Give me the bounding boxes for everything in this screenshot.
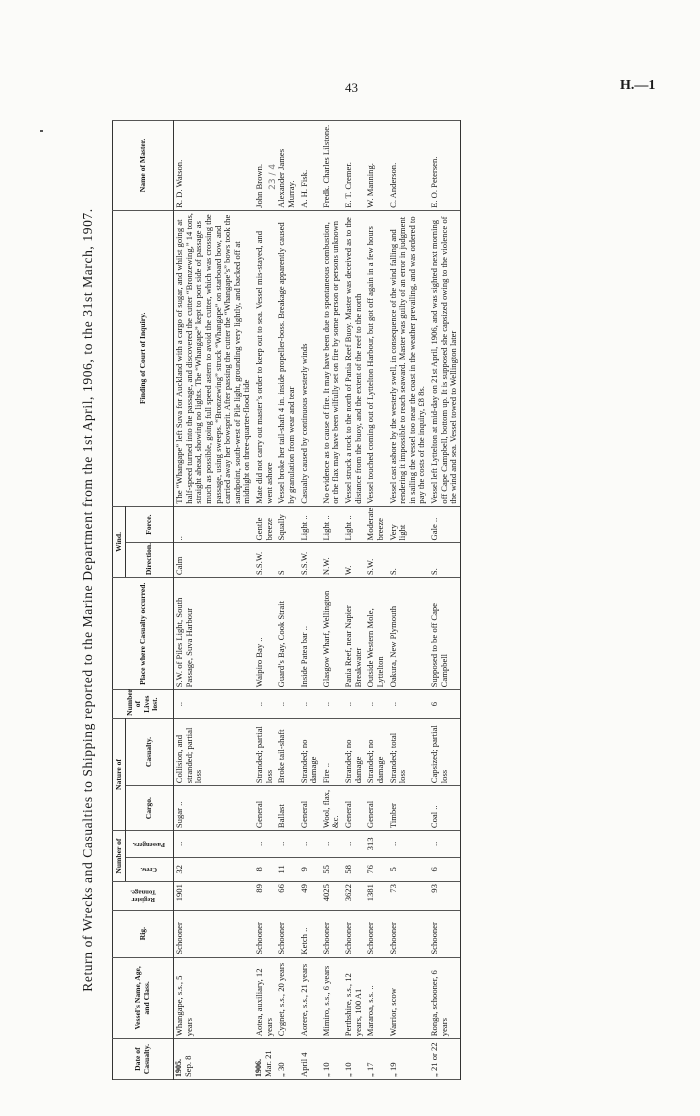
header-crew: Crew. [125, 857, 173, 881]
table-title: Return of Wrecks and Casualties to Shipping reported to the Marine Department from the 1st April, 1906, to the 31st March, 1907. [80, 208, 95, 992]
table-row [254, 121, 276, 1080]
cell-date: April 4 [298, 1039, 320, 1080]
cell-date: „ 17 [365, 1039, 387, 1080]
cell-rig: Schooner [387, 910, 429, 957]
cell-cargo: Timber [387, 786, 429, 831]
cell-vessel: Ronga, schooner, 6 years [429, 957, 461, 1039]
cell-place: Guard’s Bay, Cook Strait [276, 578, 298, 690]
cell-tonnage: 93 [429, 882, 461, 911]
cell-vessel: Cygnet, s.s., 20 years [276, 957, 298, 1039]
table-row [365, 121, 387, 1080]
cell-direction: S [276, 543, 298, 578]
cell-master: Alexander James Murray. [276, 121, 298, 211]
handwritten-annotation: 23 / 4 [267, 163, 278, 190]
cell-force: Light .. [320, 506, 342, 543]
cell-finding: Vessel cast ashore by the westerly swell, in consequence of the wind falling and rendering it impossible to reach seaward. Master was guilty of an error in judgment in sailing the vessel too near the coast in the weather prevailing, and was ordered to pay the costs of the inquiry, £8 8s. [387, 210, 429, 506]
cell-force: Light .. [343, 506, 365, 543]
table-row [173, 121, 254, 1080]
cell-vessel: Aotea, auxiliary, 12 years [254, 957, 276, 1039]
cell-vessel: Perthshire, s.s., 12 years, 100 A1 [343, 957, 365, 1039]
cell-direction: S.W. [365, 543, 387, 578]
cell-rig: Schooner [365, 910, 387, 957]
cell-rig: Schooner [320, 910, 342, 957]
cell-passengers: .. [320, 831, 342, 858]
cell-date: „ 19 [387, 1039, 429, 1080]
cell-crew: 58 [343, 857, 365, 881]
header-casualty: Casualty. [125, 718, 173, 785]
cell-place: Glasgow Wharf, Wellington [320, 578, 342, 690]
cell-direction: S.S.W. [254, 543, 276, 578]
cell-tonnage: 89 [254, 882, 276, 911]
cell-crew: 32 [173, 857, 254, 881]
cell-lives: .. [173, 690, 254, 719]
cell-force: Squally [276, 506, 298, 543]
cell-master: E. T. Cremer. [343, 121, 365, 211]
cell-finding: Mate did not carry out master’s order to keep out to sea. Vessel mis-stayed, and went ashore [254, 210, 276, 506]
cell-casualty: Stranded; no damage [298, 718, 320, 785]
header-wind: Wind. [113, 506, 126, 577]
cell-finding: Vessel touched coming out of Lyttelton Harbour, but got off again in a few hours [365, 210, 387, 506]
cell-master: C. Anderson. [387, 121, 429, 211]
cell-passengers: .. [173, 831, 254, 858]
cell-date: „ 21 or 22 [429, 1039, 461, 1080]
cell-casualty: Collision, and stranded; partial loss [173, 718, 254, 785]
cell-finding: Vessel broke her tail-shaft 4 in. inside propeller-boss. Breakage apparently caused by granulation from wear and tear [276, 210, 298, 506]
table-row [343, 121, 365, 1080]
cell-force: Moderate breeze [365, 506, 387, 543]
cell-crew: 11 [276, 857, 298, 881]
cell-master: E. O. Petersen. [429, 121, 461, 211]
cell-lives: .. [254, 690, 276, 719]
table-row [276, 121, 298, 1080]
cell-place: Outside Western Mole, Lyttelton [365, 578, 387, 690]
cell-place: Pania Reef, near Napier Breakwater [343, 578, 365, 690]
cell-rig: Ketch .. [298, 910, 320, 957]
cell-lives: .. [365, 690, 387, 719]
cell-finding: Vessel left Lyttelton at mid-day on 21st April, 1906, and was sighted next morning off Cape Campbell, bottom up. It is supposed she capsized owing to the violence of the wind and sea. Vessel towed to Wellington later [429, 210, 461, 506]
cell-passengers: .. [276, 831, 298, 858]
cell-date: 1905. Sep. 8 [173, 1039, 254, 1080]
cell-tonnage: 49 [298, 882, 320, 911]
header-date: Date of Casualty. [113, 1039, 174, 1080]
table-row [429, 121, 461, 1080]
header-vessel: Vessel's Name, Age, and Class. [113, 957, 174, 1039]
header-tonnage: Register Tonnage. [113, 882, 174, 911]
header-rig: Rig. [113, 910, 174, 957]
table-row [298, 121, 320, 1080]
cell-place: Supposed to be off Cape Campbell [429, 578, 461, 690]
header-master: Name of Master. [113, 121, 174, 211]
cell-casualty: Capsized; partial loss [429, 718, 461, 785]
cell-rig: Schooner [429, 910, 461, 957]
cell-place: Inside Patea bar .. [298, 578, 320, 690]
cell-cargo: General [254, 786, 276, 831]
cell-vessel: Whangape, s.s., 5 years [173, 957, 254, 1039]
table-row [320, 121, 342, 1080]
cell-force: Gentle breeze [254, 506, 276, 543]
cell-passengers: .. [254, 831, 276, 858]
cell-cargo: Sugar .. [173, 786, 254, 831]
cell-crew: 9 [298, 857, 320, 881]
cell-passengers: .. [429, 831, 461, 858]
cell-date: „ 30 [276, 1039, 298, 1080]
table-row [387, 121, 429, 1080]
header-nature-of: Nature of [113, 718, 126, 830]
header-cargo: Cargo. [125, 786, 173, 831]
cell-casualty: Stranded; partial loss [254, 718, 276, 785]
cell-rig: Schooner [343, 910, 365, 957]
cell-master: W. Manning. [365, 121, 387, 211]
cell-lives: .. [320, 690, 342, 719]
cell-direction: Calm [173, 543, 254, 578]
cell-master: John Brown. 23 / 4 [254, 121, 276, 211]
header-finding: Finding of Court of Inquiry. [113, 210, 174, 506]
cell-direction: S.S.W. [298, 543, 320, 578]
cell-finding: Vessel struck a rock to the north of Pania Reef Buoy. Master was deceived as to the distance from the buoy, and the extent of the reef to the north [343, 210, 365, 506]
cell-cargo: Wool, flax, &c. [320, 786, 342, 831]
cell-direction: N.W. [320, 543, 342, 578]
cell-tonnage: 1901 [173, 882, 254, 911]
cell-force: Very light [387, 506, 429, 543]
cell-force: Gale .. [429, 506, 461, 543]
cell-vessel: Mimiro, s.s., 6 years [320, 957, 342, 1039]
cell-cargo: General [343, 786, 365, 831]
cell-passengers: .. [343, 831, 365, 858]
rotated-table-block [80, 120, 690, 1080]
cell-crew: 8 [254, 857, 276, 881]
cell-vessel: Mararoa, s.s. .. [365, 957, 387, 1039]
cell-master: A. H. Fisk. [298, 121, 320, 211]
casualty-table [112, 120, 461, 1080]
cell-lives: .. [387, 690, 429, 719]
cell-casualty: Broke tail-shaft [276, 718, 298, 785]
header-passengers: Passengers. [125, 831, 173, 858]
page-number: 43 [345, 80, 358, 95]
cell-master: R. D. Watson. [173, 121, 254, 211]
cell-place: Oakura, New Plymouth [387, 578, 429, 690]
cell-direction: S. [387, 543, 429, 578]
cell-crew: 6 [429, 857, 461, 881]
cell-force: Light .. [298, 506, 320, 543]
header-place: Place where Casualty occurred. [113, 578, 174, 690]
cell-lives: .. [343, 690, 365, 719]
cell-casualty: Stranded; total loss [387, 718, 429, 785]
cell-cargo: General [365, 786, 387, 831]
cell-vessel: Aorere, s.s., 21 years [298, 957, 320, 1039]
header-number-of: Number of [113, 831, 126, 882]
cell-tonnage: 4025 [320, 882, 342, 911]
cell-rig: Schooner [276, 910, 298, 957]
cell-master: Fredk. Charles Lilstone. [320, 121, 342, 211]
header-force: Force. [125, 506, 173, 543]
cell-rig: Schooner [173, 910, 254, 957]
cell-cargo: Coal .. [429, 786, 461, 831]
cell-finding: The “Whangape” left Suva for Auckland with a cargo of sugar, and whilst going at half-speed turned into the passage, and discovered the cutter “Bronzewing,” 14 tons, straight ahead, showing no lights. The “Whangape” kept to port side of passage as much as possible, going full speed astern to avoid the cutter, which was crossing the passage, using sweeps. “Bronzewing” struck “Whangape” on starboard bow, and carried away her bowsprit. After passing the cutter the “Whangape’s” bows took the sandpoint, south-west of Pile light, grounding very lightly, and backed off at midnight on three-quarter-flood tide [173, 210, 254, 506]
cell-place: Waipiro Bay .. [254, 578, 276, 690]
cell-tonnage: 73 [387, 882, 429, 911]
cell-force: .. [173, 506, 254, 543]
cell-direction: S. [429, 543, 461, 578]
page-speck [40, 130, 43, 132]
cell-crew: 55 [320, 857, 342, 881]
cell-casualty: Fire .. [320, 718, 342, 785]
cell-date: „ 10 [343, 1039, 365, 1080]
cell-place: S.W. of Piles Light, South Passage, Suva Harbour [173, 578, 254, 690]
cell-crew: 5 [387, 857, 429, 881]
cell-casualty: Stranded; no damage [365, 718, 387, 785]
paper-reference: H.—1 [620, 78, 656, 93]
cell-crew: 76 [365, 857, 387, 881]
cell-casualty: Stranded; no damage [343, 718, 365, 785]
cell-date: „ 10 [320, 1039, 342, 1080]
header-lives-lost: Number of Lives lost. [113, 690, 174, 719]
cell-finding: Casualty caused by continuous westerly winds [298, 210, 320, 506]
cell-tonnage: 1381 [365, 882, 387, 911]
cell-cargo: General [298, 786, 320, 831]
cell-passengers: .. [387, 831, 429, 858]
cell-passengers: .. [298, 831, 320, 858]
cell-lives: .. [298, 690, 320, 719]
cell-date: 1906. Mar. 21 [254, 1039, 276, 1080]
cell-vessel: Warrior, scow [387, 957, 429, 1039]
cell-finding: No evidence as to cause of fire. It may have been due to spontaneous combustion, or the flax may have been wilfully set on fire by some person or persons unknown [320, 210, 342, 506]
cell-lives: 6 [429, 690, 461, 719]
header-direction: Direction. [125, 543, 173, 578]
cell-passengers: 313 [365, 831, 387, 858]
cell-direction: W. [343, 543, 365, 578]
cell-cargo: Ballast [276, 786, 298, 831]
cell-rig: Schooner [254, 910, 276, 957]
cell-tonnage: 3622 [343, 882, 365, 911]
cell-tonnage: 66 [276, 882, 298, 911]
cell-lives: .. [276, 690, 298, 719]
